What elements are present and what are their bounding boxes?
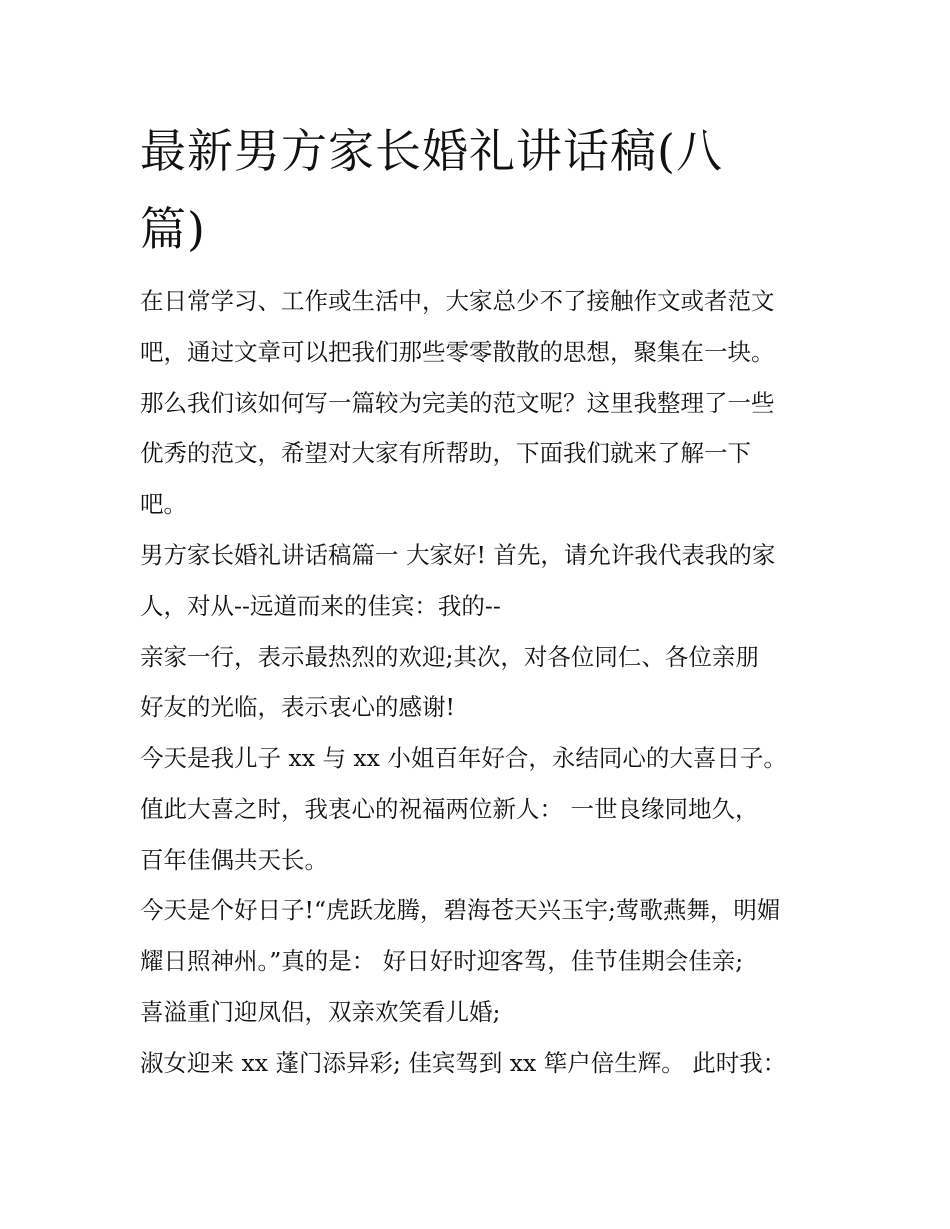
- title-line-1: 最新男方家长婚礼讲话稿(八: [140, 124, 723, 178]
- document-title: [140, 112, 820, 268]
- body-line-9: 好友的光临，表示衷心的感谢!: [140, 693, 455, 721]
- body-line-8: 亲家一行，表示最热烈的欢迎;其次，对各位同仁、各位亲朋: [140, 643, 759, 671]
- body-line-5: 吧。: [140, 490, 187, 518]
- body-line-7: 人，对从--远道而来的佳宾：我的--: [140, 592, 501, 620]
- body-line-6: 男方家长婚礼讲话稿篇一 大家好! 首先，请允许我代表我的家: [140, 541, 776, 569]
- body-line-15: 喜溢重门迎凤侣，双亲欢笑看儿婚;: [140, 998, 501, 1026]
- body-line-11: 值此大喜之时，我衷心的祝福两位新人： 一世良缘同地久，: [140, 795, 759, 823]
- body-line-12: 百年佳偶共天长。: [140, 846, 328, 874]
- body-line-14: 耀日照神州。”真的是： 好日好时迎客驾，佳节佳期会佳亲;: [140, 947, 744, 975]
- body-line-1: 在日常学习、工作或生活中，大家总少不了接触作文或者范文: [140, 287, 775, 315]
- body-line-13: 今天是个好日子!“虎跃龙腾，碧海苍天兴玉宇;莺歌燕舞，明媚: [140, 896, 781, 924]
- title-line-2: 篇): [140, 202, 206, 256]
- body-line-10: 今天是我儿子 xx 与 xx 小姐百年好合，永结同心的大喜日子。: [140, 744, 787, 772]
- body-line-3: 那么我们该如何写一篇较为完美的范文呢？这里我整理了一些: [140, 389, 775, 417]
- body-line-2: 吧，通过文章可以把我们那些零零散散的思想，聚集在一块。: [140, 338, 775, 366]
- body-line-16: 淑女迎来 xx 蓬门添异彩; 佳宾驾到 xx 筚户倍生辉。 此时我：: [140, 1049, 787, 1077]
- body-line-4: 优秀的范文，希望对大家有所帮助，下面我们就来了解一下: [140, 439, 751, 467]
